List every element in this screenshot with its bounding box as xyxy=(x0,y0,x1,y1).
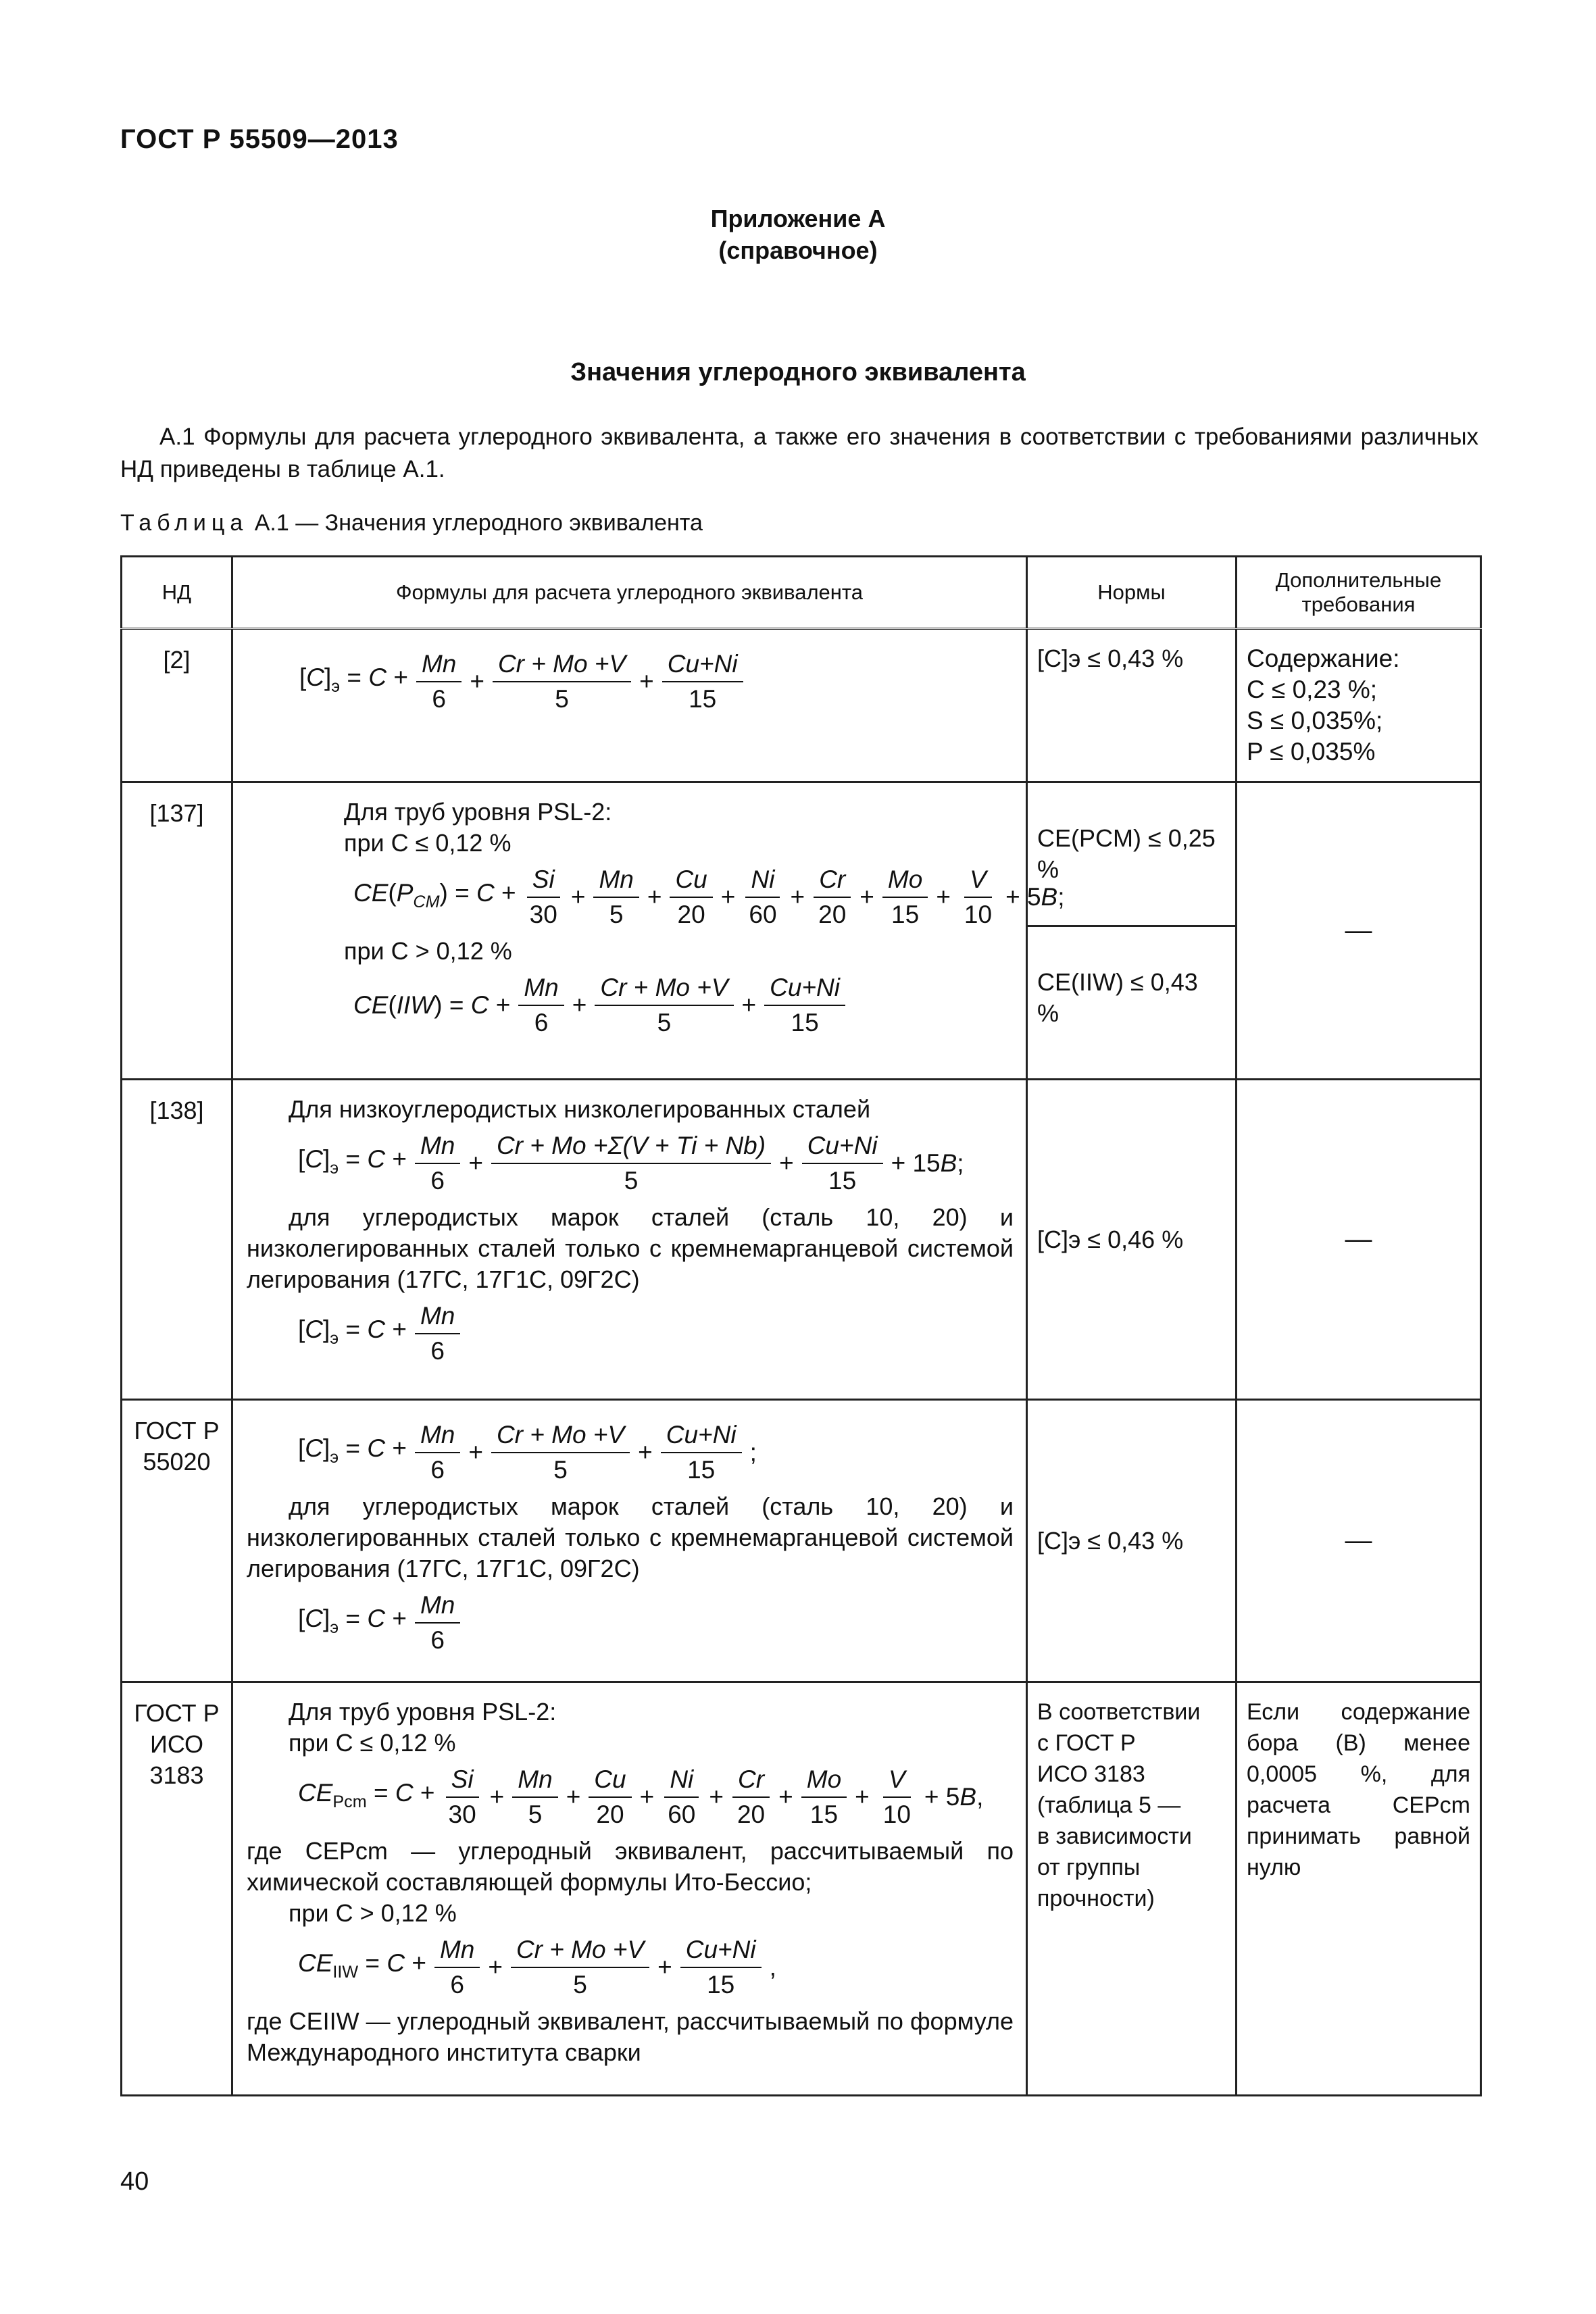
nd-line: ГОСТ Р xyxy=(134,1417,220,1444)
norm-cell: [C]э ≤ 0,43 % xyxy=(1027,1400,1237,1682)
nd-cell: [137] xyxy=(122,782,232,1080)
norm-line: от группы xyxy=(1037,1855,1141,1880)
column-header: НД xyxy=(122,557,232,629)
extra-line: Содержание: xyxy=(1247,645,1400,672)
document-header: ГОСТ Р 55509—2013 xyxy=(120,124,399,154)
formula: $CE_{Pcm} = C$ + $\frac{Si}{30}$ + $\frac{Mn}{5}$ + $\frac{Cu}{20}$ + $\frac{Ni}{60}$ + $\frac{Cr}{20}$ + $\frac{Mo}{15}$ + $\frac{V}{10}$ + 5B, xyxy=(247,1763,1014,1832)
norm-a: CE(PCM) ≤ 0,25 % xyxy=(1028,783,1235,926)
norm-line: прочности) xyxy=(1037,1886,1155,1911)
condition-text: при C > 0,12 % xyxy=(289,1899,457,1927)
column-header: Дополнительные требования xyxy=(1237,557,1481,629)
formula-cell xyxy=(232,1682,1027,2096)
norm-line: (таблица 5 — xyxy=(1037,1792,1181,1818)
table-caption-label: Таблица xyxy=(120,510,249,536)
column-header: Формулы для расчета углеродного эквивалента xyxy=(232,557,1027,629)
nd-line: 55020 xyxy=(143,1448,211,1476)
formula-cell xyxy=(232,1080,1027,1400)
formula: CE(IIW) = C + $\frac{Mn}{6}$ + $\frac{Cr + Mo +V}{5}$ + $\frac{Cu+Ni}{15}$ xyxy=(349,971,1014,1040)
condition-text: где CEIIW — углеродный эквивалент, рассчитываемый по формуле Международного института сварки xyxy=(247,2007,1014,2066)
norm-b: CE(IIW) ≤ 0,43 % xyxy=(1037,968,1198,1027)
extra-cell: — xyxy=(1237,1400,1481,1682)
appendix-subtitle: (справочное) xyxy=(718,236,878,264)
condition-text: Для низкоуглеродистых низколегированных сталей xyxy=(289,1095,871,1123)
nd-cell: [2] xyxy=(122,629,232,782)
extra-cell: Если содержание бора (B) менее 0,0005 %, для расчета CEPcm принимать равной нулю xyxy=(1237,1682,1481,2096)
table-row xyxy=(122,1400,1481,1682)
nd-cell xyxy=(122,1682,232,2096)
formula: $[C]_э = C$ + $\frac{Mn}{6}$ + $\frac{Cr + Mo +V}{5}$ + $\frac{Cu+Ni}{15}$ xyxy=(295,647,1014,716)
page-number: 40 xyxy=(120,2167,149,2196)
formula: $[C]_э = C$ + $\frac{Mn}{6}$ xyxy=(247,1588,1014,1657)
norm-line: в зависимости xyxy=(1037,1823,1192,1849)
formula-cell xyxy=(232,629,1027,782)
formula-cell xyxy=(232,1400,1027,1682)
formula: $[C]_э = C$ + $\frac{Mn}{6}$ xyxy=(247,1299,1014,1368)
condition-text: для углеродистых марок сталей (сталь 10, 20) и низколегированных сталей только с кремнемарганцевой системой легирования (17ГС, 17Г1С, 09Г2С) xyxy=(247,1203,1014,1293)
table-caption-text: А.1 — Значения углеродного эквивалента xyxy=(248,510,703,536)
table-header-row xyxy=(122,557,1481,629)
norm-line: В соответствии xyxy=(1037,1699,1201,1725)
nd-line: 3183 xyxy=(149,1761,204,1789)
formula-cell xyxy=(232,782,1065,1080)
table-row xyxy=(122,629,1481,782)
appendix-title: Приложение А xyxy=(710,205,886,232)
norm-split xyxy=(1028,783,1235,1069)
condition-text: Для труб уровня PSL-2: xyxy=(344,798,612,826)
table-row xyxy=(122,1682,1481,2096)
intro-paragraph: А.1 Формулы для расчета углеродного эквивалента, а также его значения в соответствии с требованиями различных НД приведены в таблице А.1. xyxy=(120,424,1478,482)
nd-line: ИСО xyxy=(149,1730,204,1758)
section-title: Значения углеродного эквивалента xyxy=(570,358,1026,386)
formula: $CE_{IIW} = C$ + $\frac{Mn}{6}$ + $\frac{Cr + Mo +V}{5}$ + $\frac{Cu+Ni}{15}$ , xyxy=(247,1933,1014,2002)
column-header: Нормы xyxy=(1027,557,1237,629)
condition-text: при C > 0,12 % xyxy=(344,937,512,965)
table-row xyxy=(122,782,1481,1080)
extra-cell xyxy=(1237,629,1481,782)
norm-cell: [C]э ≤ 0,43 % xyxy=(1027,629,1237,782)
extra-cell: — xyxy=(1237,1080,1481,1400)
extra-line: P ≤ 0,035% xyxy=(1247,738,1376,765)
extra-line: S ≤ 0,035%; xyxy=(1247,707,1383,734)
extra-cell: — xyxy=(1237,782,1481,1080)
nd-cell: [138] xyxy=(122,1080,232,1400)
condition-text: при C ≤ 0,12 % xyxy=(344,829,512,857)
formula: $[C]_э = C$ + $\frac{Mn}{6}$ + $\frac{Cr + Mo +\Sigma(V + Ti + Nb)}{5}$ + $\frac{Cu+Ni}{15}$ + 15B; xyxy=(247,1129,1014,1198)
table-caption xyxy=(120,510,703,536)
table-row xyxy=(122,1080,1481,1400)
extra-line: C ≤ 0,23 %; xyxy=(1247,676,1378,703)
carbon-equivalent-table xyxy=(120,555,1482,2096)
condition-text: для углеродистых марок сталей (сталь 10, 20) и низколегированных сталей только с кремнемарганцевой системой легирования (17ГС, 17Г1С, 09Г2С) xyxy=(247,1492,1014,1582)
norm-cell xyxy=(1027,782,1237,1080)
condition-text: где CEPcm — углеродный эквивалент, рассчитываемый по химической составляющей формулы Ито-Бессио; xyxy=(247,1837,1014,1896)
norm-line: ИСО 3183 xyxy=(1037,1761,1145,1787)
nd-line: ГОСТ Р xyxy=(134,1699,220,1727)
condition-text: Для труб уровня PSL-2: xyxy=(289,1698,557,1726)
norm-cell: [C]э ≤ 0,46 % xyxy=(1027,1080,1237,1400)
condition-text: при C ≤ 0,12 % xyxy=(289,1729,456,1757)
formula: $CE(P_{CM}) = C$ + $\frac{Si}{30}$ + $\frac{Mn}{5}$ + $\frac{Cu}{20}$ + $\frac{Ni}{60}$ + $\frac{Cr}{20}$ + $\frac{Mo}{15}$ + $\frac{V}{10}$ + 5B; xyxy=(349,863,1014,932)
norm-cell xyxy=(1027,1682,1237,2096)
formula: $[C]_э = C$ + $\frac{Mn}{6}$ + $\frac{Cr + Mo +V}{5}$ + $\frac{Cu+Ni}{15}$ ; xyxy=(247,1418,1014,1487)
nd-cell xyxy=(122,1400,232,1682)
norm-line: с ГОСТ Р xyxy=(1037,1730,1136,1756)
